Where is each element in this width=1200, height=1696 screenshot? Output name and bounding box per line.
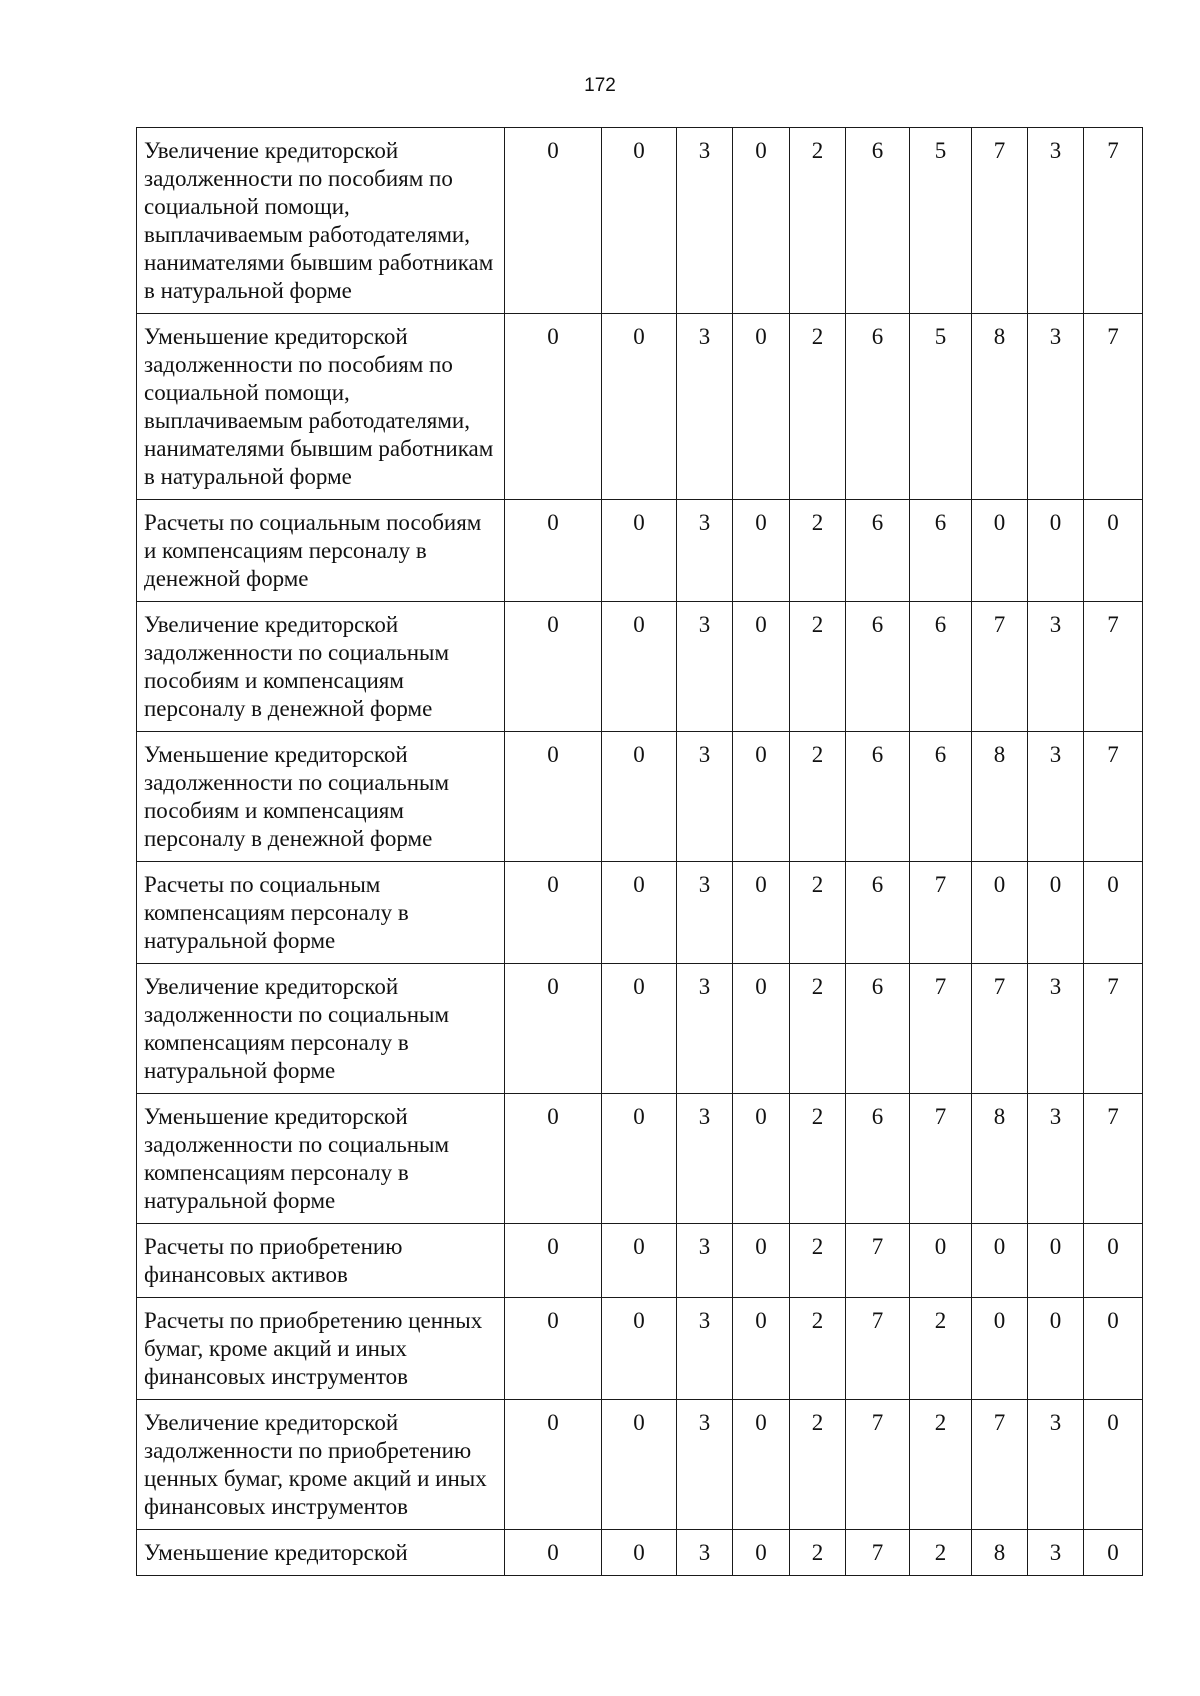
code-digit-cell: 0 (602, 964, 677, 1094)
code-digit-cell: 0 (1084, 1400, 1143, 1530)
code-digit-cell: 7 (972, 602, 1028, 732)
code-digit-cell: 0 (733, 862, 790, 964)
code-digit-cell: 6 (846, 314, 910, 500)
code-digit-cell: 2 (790, 1400, 846, 1530)
code-digit-cell: 7 (1084, 1094, 1143, 1224)
code-digit-cell: 7 (1084, 964, 1143, 1094)
code-digit-cell: 7 (1084, 602, 1143, 732)
code-digit-cell: 8 (972, 1094, 1028, 1224)
code-digit-cell: 0 (505, 1224, 602, 1298)
code-digit-cell: 3 (677, 862, 733, 964)
code-digit-cell: 3 (677, 1400, 733, 1530)
row-description: Уменьшение кредиторской задолженности по социальным пособиям и компенсациям персоналу в денежной форме (137, 732, 505, 862)
code-digit-cell: 7 (910, 862, 972, 964)
code-digit-cell: 6 (910, 732, 972, 862)
code-digit-cell: 0 (733, 1224, 790, 1298)
code-digit-cell: 0 (602, 1094, 677, 1224)
code-digit-cell: 5 (910, 314, 972, 500)
code-digit-cell: 0 (972, 862, 1028, 964)
code-digit-cell: 0 (602, 128, 677, 314)
code-digit-cell: 0 (505, 964, 602, 1094)
code-digit-cell: 0 (1084, 1224, 1143, 1298)
code-digit-cell: 8 (972, 732, 1028, 862)
code-digit-cell: 0 (733, 128, 790, 314)
code-digit-cell: 0 (1084, 500, 1143, 602)
code-digit-cell: 2 (790, 500, 846, 602)
code-digit-cell: 0 (505, 128, 602, 314)
code-digit-cell: 6 (846, 964, 910, 1094)
code-digit-cell: 0 (733, 500, 790, 602)
code-digit-cell: 7 (846, 1530, 910, 1576)
row-description: Увеличение кредиторской задолженности по социальным компенсациям персоналу в натуральной форме (137, 964, 505, 1094)
code-digit-cell: 6 (910, 602, 972, 732)
code-digit-cell: 2 (910, 1400, 972, 1530)
code-digit-cell: 0 (733, 964, 790, 1094)
code-digit-cell: 7 (1084, 128, 1143, 314)
table-row (137, 862, 1143, 964)
code-digit-cell: 6 (846, 128, 910, 314)
code-digit-cell: 0 (505, 314, 602, 500)
code-digit-cell: 0 (1028, 1298, 1084, 1400)
code-digit-cell: 2 (790, 964, 846, 1094)
code-digit-cell: 2 (910, 1298, 972, 1400)
code-digit-cell: 0 (733, 1094, 790, 1224)
code-digit-cell: 0 (733, 732, 790, 862)
table-row (137, 128, 1143, 314)
code-digit-cell: 0 (1084, 1298, 1143, 1400)
code-digit-cell: 0 (505, 500, 602, 602)
code-digit-cell: 0 (602, 1224, 677, 1298)
code-digit-cell: 7 (972, 128, 1028, 314)
code-digit-cell: 3 (1028, 314, 1084, 500)
code-digit-cell: 0 (602, 314, 677, 500)
code-digit-cell: 3 (1028, 1094, 1084, 1224)
row-description: Увеличение кредиторской задолженности по пособиям по социальной помощи, выплачиваемым работодателями, нанимателями бывшим работникам в натуральной форме (137, 128, 505, 314)
code-digit-cell: 7 (972, 1400, 1028, 1530)
code-digit-cell: 0 (972, 1298, 1028, 1400)
table-row (137, 500, 1143, 602)
code-digit-cell: 0 (972, 1224, 1028, 1298)
code-digit-cell: 3 (677, 1094, 733, 1224)
code-digit-cell: 3 (1028, 1400, 1084, 1530)
table-row (137, 1530, 1143, 1576)
code-digit-cell: 0 (505, 732, 602, 862)
account-codes-table (136, 127, 1143, 1576)
row-description: Расчеты по социальным пособиям и компенсациям персоналу в денежной форме (137, 500, 505, 602)
code-digit-cell: 0 (1084, 862, 1143, 964)
code-digit-cell: 7 (910, 1094, 972, 1224)
table-body (137, 128, 1143, 1576)
code-digit-cell: 0 (1084, 1530, 1143, 1576)
code-digit-cell: 0 (910, 1224, 972, 1298)
code-digit-cell: 6 (846, 1094, 910, 1224)
code-digit-cell: 0 (733, 1530, 790, 1576)
page-number: 172 (584, 75, 616, 96)
row-description: Уменьшение кредиторской (137, 1530, 505, 1576)
code-digit-cell: 6 (846, 500, 910, 602)
code-digit-cell: 2 (790, 128, 846, 314)
row-description: Расчеты по приобретению финансовых активов (137, 1224, 505, 1298)
row-description: Увеличение кредиторской задолженности по социальным пособиям и компенсациям персоналу в денежной форме (137, 602, 505, 732)
code-digit-cell: 6 (910, 500, 972, 602)
code-digit-cell: 7 (846, 1400, 910, 1530)
code-digit-cell: 2 (790, 862, 846, 964)
code-digit-cell: 6 (846, 602, 910, 732)
code-digit-cell: 0 (602, 602, 677, 732)
code-digit-cell: 3 (1028, 964, 1084, 1094)
code-digit-cell: 3 (677, 602, 733, 732)
code-digit-cell: 7 (846, 1224, 910, 1298)
code-digit-cell: 0 (733, 1400, 790, 1530)
row-description: Увеличение кредиторской задолженности по приобретению ценных бумаг, кроме акций и иных финансовых инструментов (137, 1400, 505, 1530)
code-digit-cell: 3 (1028, 1530, 1084, 1576)
code-digit-cell: 0 (602, 1530, 677, 1576)
code-digit-cell: 0 (505, 1298, 602, 1400)
code-digit-cell: 6 (846, 732, 910, 862)
code-digit-cell: 2 (910, 1530, 972, 1576)
code-digit-cell: 0 (1028, 862, 1084, 964)
code-digit-cell: 3 (677, 1298, 733, 1400)
table-row (137, 1400, 1143, 1530)
code-digit-cell: 7 (1084, 314, 1143, 500)
table-row (137, 314, 1143, 500)
code-digit-cell: 2 (790, 314, 846, 500)
code-digit-cell: 8 (972, 1530, 1028, 1576)
table-row (137, 1224, 1143, 1298)
code-digit-cell: 0 (505, 1400, 602, 1530)
row-description: Расчеты по приобретению ценных бумаг, кроме акций и иных финансовых инструментов (137, 1298, 505, 1400)
code-digit-cell: 0 (602, 862, 677, 964)
code-digit-cell: 2 (790, 732, 846, 862)
code-digit-cell: 2 (790, 1530, 846, 1576)
code-digit-cell: 3 (677, 128, 733, 314)
code-digit-cell: 0 (1028, 500, 1084, 602)
row-description: Уменьшение кредиторской задолженности по пособиям по социальной помощи, выплачиваемым работодателями, нанимателями бывшим работникам в натуральной форме (137, 314, 505, 500)
code-digit-cell: 3 (677, 500, 733, 602)
code-digit-cell: 5 (910, 128, 972, 314)
row-description: Расчеты по социальным компенсациям персоналу в натуральной форме (137, 862, 505, 964)
code-digit-cell: 0 (505, 602, 602, 732)
table-row (137, 1094, 1143, 1224)
code-digit-cell: 0 (602, 732, 677, 862)
code-digit-cell: 3 (677, 732, 733, 862)
table-row (137, 964, 1143, 1094)
code-digit-cell: 0 (1028, 1224, 1084, 1298)
code-digit-cell: 0 (972, 500, 1028, 602)
code-digit-cell: 3 (1028, 128, 1084, 314)
code-digit-cell: 7 (910, 964, 972, 1094)
code-digit-cell: 2 (790, 1094, 846, 1224)
code-digit-cell: 7 (1084, 732, 1143, 862)
code-digit-cell: 7 (846, 1298, 910, 1400)
code-digit-cell: 2 (790, 1224, 846, 1298)
code-digit-cell: 7 (972, 964, 1028, 1094)
table-row (137, 732, 1143, 862)
code-digit-cell: 2 (790, 602, 846, 732)
code-digit-cell: 0 (602, 1400, 677, 1530)
code-digit-cell: 3 (677, 1224, 733, 1298)
code-digit-cell: 3 (677, 1530, 733, 1576)
table-row (137, 602, 1143, 732)
code-digit-cell: 0 (733, 602, 790, 732)
code-digit-cell: 0 (505, 862, 602, 964)
code-digit-cell: 0 (733, 1298, 790, 1400)
code-digit-cell: 3 (1028, 602, 1084, 732)
code-digit-cell: 0 (602, 500, 677, 602)
table-row (137, 1298, 1143, 1400)
code-digit-cell: 3 (1028, 732, 1084, 862)
code-digit-cell: 0 (602, 1298, 677, 1400)
code-digit-cell: 3 (677, 964, 733, 1094)
code-digit-cell: 8 (972, 314, 1028, 500)
code-digit-cell: 0 (505, 1530, 602, 1576)
code-digit-cell: 0 (505, 1094, 602, 1224)
code-digit-cell: 2 (790, 1298, 846, 1400)
code-digit-cell: 0 (733, 314, 790, 500)
row-description: Уменьшение кредиторской задолженности по социальным компенсациям персоналу в натуральной форме (137, 1094, 505, 1224)
code-digit-cell: 3 (677, 314, 733, 500)
code-digit-cell: 6 (846, 862, 910, 964)
